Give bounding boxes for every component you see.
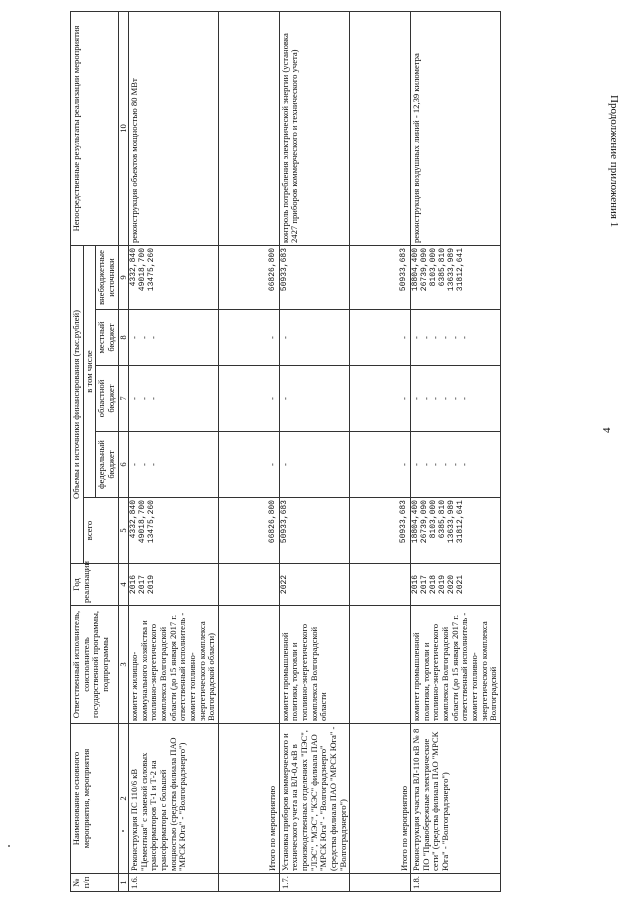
header-local: местный бюджет bbox=[96, 310, 118, 366]
col-index: 5 bbox=[118, 498, 129, 564]
row-total: 4332,840 49018,700 13475,260 bbox=[129, 498, 219, 564]
row-name: Реконструкция участка ВЛ-110 кВ № 8 ПО "Правобережные электрические сети" (средства филиала ПАО "МРСК Юга" - "Волгоградэнерго") bbox=[411, 724, 501, 874]
header-incl: в том числе bbox=[83, 245, 96, 497]
col-index: 9 bbox=[118, 245, 129, 309]
header-total: всего bbox=[83, 498, 118, 564]
row-local: - - - bbox=[129, 310, 219, 366]
row-result: контроль потребления электрической энергии (установка 2427 приборов коммерческого и технического учета) bbox=[279, 11, 349, 245]
col-index: 1 bbox=[118, 874, 129, 892]
table-row bbox=[129, 11, 219, 891]
table-row bbox=[279, 11, 349, 891]
page-number: 4 bbox=[601, 427, 613, 433]
header-regional: областной бюджет bbox=[96, 366, 118, 432]
col-index: 10 bbox=[118, 11, 129, 245]
row-regional: - - - - - - bbox=[411, 366, 501, 432]
row-name: Реконструкция ПС 110/6 кВ "Цементная" с заменой силовых трансформаторов Т-1 и Т-2 на трансформаторы с большей мощностью (средства филиала ПАО "МРСК Юга" - "Волгоградэнерго") bbox=[129, 724, 219, 874]
total-label: Итого по мероприятию bbox=[218, 724, 279, 874]
total-extrabudget: 66826,800 bbox=[218, 245, 279, 309]
total-label: Итого по мероприятию bbox=[350, 724, 411, 874]
row-total: 18804,400 26739,090 8103,000 6385,810 13633,989 31812,641 bbox=[411, 498, 501, 564]
row-num: 1.6. bbox=[129, 874, 219, 892]
program-table bbox=[70, 11, 501, 892]
col-index: 4 bbox=[118, 564, 129, 606]
table-row bbox=[411, 11, 501, 891]
row-num: 1.7. bbox=[279, 874, 349, 892]
row-responsible: комитет промышленной политики, торговли и топливно-энергетического комплекса Волгоградской области bbox=[279, 606, 349, 724]
row-name: Установка приборов коммерческого и технического учета на ВЛ-0,4 кВ в производственных отделениях "ПЭС", "ЛЭС", "МЭС", "КЭС" филиала ПАО "МРСК Юга" - "Волгоградэнерго" (средства филиала ПАО "МРСК Юга" - "Волгоградэнерго") bbox=[279, 724, 349, 874]
total-regional: - bbox=[218, 366, 279, 432]
total-federal: - bbox=[350, 432, 411, 498]
header-extrabudget: внебюджетные источники bbox=[96, 245, 118, 309]
col-index: 7 bbox=[118, 366, 129, 432]
col-index: 8 bbox=[118, 310, 129, 366]
total-sum: 66826,800 bbox=[218, 498, 279, 564]
row-federal: - bbox=[279, 432, 349, 498]
total-local: - bbox=[350, 310, 411, 366]
header-year: Год реализации bbox=[71, 564, 119, 606]
row-extrabudget: 4332,840 49018,700 13475,260 bbox=[129, 245, 219, 309]
header-responsible: Ответственный исполнитель, соисполнитель государственной программы, подпрограммы bbox=[71, 606, 119, 724]
row-total: 50933,683 bbox=[279, 498, 349, 564]
row-responsible: комитет жилищно-коммунального хозяйства и топливно-энергетического комплекса Волгоградской области (до 15 января 2017 г. ответственный исполнитель - комитет топливно-энергетического комплекса Волгоградской области) bbox=[129, 606, 219, 724]
scan-speck bbox=[8, 845, 10, 847]
row-local: - bbox=[279, 310, 349, 366]
header-funding: Объемы и источники финансирования (тыс.рублей) bbox=[71, 245, 84, 563]
row-responsible: комитет промышленной политики, торговли и топливно-энергетического комплекса Волгоградской области (до 15 января 2017 г. ответственный исполнитель - комитет топливно-энергетического комплекса Волгоградской bbox=[411, 606, 501, 724]
row-federal: - - - bbox=[129, 432, 219, 498]
column-index-row bbox=[118, 11, 129, 891]
col-index: 2 bbox=[118, 724, 129, 874]
total-regional: - bbox=[350, 366, 411, 432]
row-extrabudget: 18804,400 26739,090 8103,000 6385,810 13633,989 31812,641 bbox=[411, 245, 501, 309]
row-regional: - - - bbox=[129, 366, 219, 432]
row-local: - - - - - - bbox=[411, 310, 501, 366]
row-num: 1.8. bbox=[411, 874, 501, 892]
total-sum: 50933,683 bbox=[350, 498, 411, 564]
row-extrabudget: 50933,683 bbox=[279, 245, 349, 309]
row-years: 2016 2017 2019 bbox=[129, 564, 219, 606]
header-num: № п/п bbox=[71, 874, 119, 892]
header-federal: федеральный бюджет bbox=[96, 432, 118, 498]
total-local: - bbox=[218, 310, 279, 366]
row-years: 2016 2017 2018 2019 2020 2021 bbox=[411, 564, 501, 606]
row-regional: - bbox=[279, 366, 349, 432]
col-index: 3 bbox=[118, 606, 129, 724]
total-extrabudget: 50933,683 bbox=[350, 245, 411, 309]
table-row-total bbox=[218, 11, 279, 891]
header-results: Непосредственные результаты реализации мероприятия bbox=[71, 11, 119, 245]
row-result: реконструкция объектов мощностью 80 МВт bbox=[129, 11, 219, 245]
row-years: 2022 bbox=[279, 564, 349, 606]
total-federal: - bbox=[218, 432, 279, 498]
rotated-table-container bbox=[70, 12, 575, 892]
row-result: реконструкция воздушных линий - 12,39 километра bbox=[411, 11, 501, 245]
col-index: 6 bbox=[118, 432, 129, 498]
row-federal: - - - - - - bbox=[411, 432, 501, 498]
table-row-total bbox=[350, 11, 411, 891]
header-name: Наименование основного мероприятия, мероприятия bbox=[71, 724, 119, 874]
